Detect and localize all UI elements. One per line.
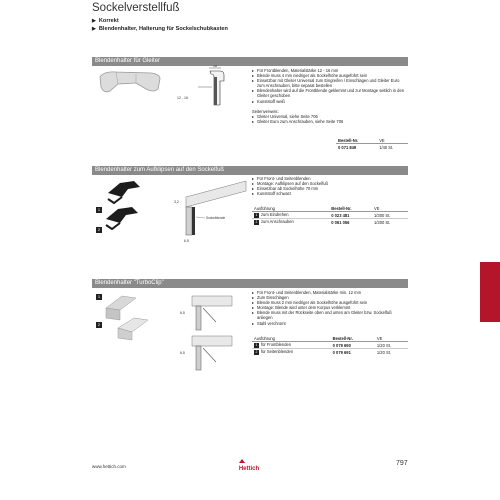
blendenhalter-gleiter-product-image [96,69,166,97]
bullet-item: ▸ Blende muss mit der Rückseite oben und unten am Gleiter bzw. Sockelfuß anliegen [252,310,408,320]
image-marker-2: 2 [97,227,101,232]
col-header-ve: VE [375,335,408,342]
variant-label: für Frontblenden [261,342,292,348]
hettich-logo [232,458,266,472]
col-header-ausfuehrung: Ausführung [252,335,331,342]
row-number-badge: 1 [255,212,258,217]
row-number-badge: 2 [255,219,258,224]
chapter-tab[interactable] [480,262,500,322]
section-1-bullets [252,68,408,124]
bullet-item: ▸ Für Frontblenden, Materialstärke 12 - 16 mm [252,68,408,73]
packing-unit: 1/20 St. [376,349,392,355]
row-number-badge: 1 [255,342,258,347]
dim-label-12-16: 12 - 16 [177,96,188,100]
blendenhalter-clip-product-image [100,179,150,235]
col-header-ve: VE [377,137,408,144]
arrow-right-icon: ▶ [92,18,96,24]
note-link[interactable]: ▸ Gleiter Euro zum Anschrauben, siehe Seite 706 [252,119,408,124]
bullet-item: ▸ Blende muss 2 mm niedriger als Sockelhöhe ausgeführt sein [252,300,408,305]
col-header-bestellnr: Bestell-Nr. [329,205,372,212]
article-number: 0 023 481 [329,212,372,219]
bullet-item: ▸ Montage: Aufklipsen auf den Sockelfuß [252,181,408,186]
article-number: 0 061 056 [331,219,350,225]
section-2-bullets [252,176,408,196]
bullet-item: ▸ Kunststoff weiß [252,99,408,104]
image-marker-1: 1 [97,294,101,299]
col-header-ve: VE [372,205,408,212]
section-1-table [336,137,408,150]
footer-url-link[interactable]: www.hettich.com [92,464,126,469]
turboclip-dimension-drawing [176,292,236,372]
turboclip-product-image [96,292,156,342]
page-number: 797 [396,460,408,467]
dim-label-6-5: 6,5 [180,351,185,355]
bullet-item: ▸ Für Front- und Seitenblenden, Materialstärke min. 12 mm [252,290,408,295]
dim-label-3-2: 3,2 [174,200,179,204]
bullet-item: ▸ Stahl verchromt [252,321,408,326]
variant-label: zum Anschrauben [261,219,294,225]
col-header-ausfuehrung: Ausführung [252,205,329,212]
label-sockelblende: Sockelblende [206,216,226,220]
packing-unit: 1/300 St. [372,212,408,219]
table-row [252,349,408,356]
bullet-item: ▸ Blende muss 4 mm niedriger als Sockelhöhe ausgeführt sein [252,73,408,78]
bullet-item: ▸ Montage: Blende wird unter dem Korpus verklemmt [252,305,408,310]
bullet-item: ▸ Einsetzbar mit Gleiter Universal zum Eingreifen / Einschlagen und Gleiter Euro zum Anschrauben, bitte separat bestellen [252,78,408,88]
packing-unit: 1/40 St. [379,144,394,150]
variant-label: zum Eindrehen [261,212,289,218]
article-number: 0 079 691 [332,349,351,355]
bullet-item: ▸ Zum Einschlagen [252,295,408,300]
clip-dimension-drawing [172,175,252,245]
packing-unit: 1/300 St. [374,219,391,225]
page-title: Sockelverstellfuß [92,2,180,14]
section-header-aufklipsen: Blendenhalter zum Aufklipsen auf den Sockelfuß [92,166,408,175]
col-header-bestellnr: Bestell-Nr. [331,335,375,342]
dim-label-18: 18 [213,65,217,68]
dim-label-6-5: 6,5 [180,311,185,315]
bullet-item: ▸ Für Front- und Seitenblenden [252,176,408,181]
gleiter-dimension-drawing [176,65,236,109]
table-row [252,212,408,219]
logo-text: Hettich [238,466,260,472]
bullet-item: ▸ Einsetzbar ab Sockelhöhe 70 mm [252,186,408,191]
section-header-gleiter: Blendenhalter für Gleiter [92,57,408,66]
row-number-badge: 2 [255,349,258,354]
section-header-turboclip: Blendenhalter "TurboClip" [92,279,408,288]
article-number: 0 071 849 [338,144,357,150]
col-header-bestellnr: Bestell-Nr. [336,137,377,144]
packing-unit: 1/20 St. [375,342,408,349]
bullet-item: ▸ Kunststoff schwarz [252,191,408,196]
table-row [336,144,408,151]
article-number: 0 079 690 [331,342,375,349]
breadcrumb-item-2[interactable]: ▶ Blendenhalter, Halterung für Sockelschubkasten [92,26,228,32]
table-row [252,342,408,349]
arrow-right-icon: ▶ [92,26,96,32]
section-3-bullets [252,290,408,326]
dim-label-6-5: 6,5 [184,239,189,243]
image-marker-1: 1 [97,207,101,212]
section-2-table [252,205,408,225]
image-marker-2: 2 [97,322,101,327]
breadcrumb-item-1[interactable]: ▶ Korrekt [92,18,119,24]
section-3-table [252,335,408,355]
table-row [252,219,408,226]
note-link[interactable]: ▸ Gleiter Universal, siehe Seite 706 [252,114,408,119]
bullet-item: ▸ Blendenhalter wird auf die Frontblende geklemmt und zur Montage seitlich in den Gleiter geschoben [252,88,408,98]
note-heading: Seitenverweis: [252,108,279,114]
variant-label: für Seitenblenden [261,349,294,355]
